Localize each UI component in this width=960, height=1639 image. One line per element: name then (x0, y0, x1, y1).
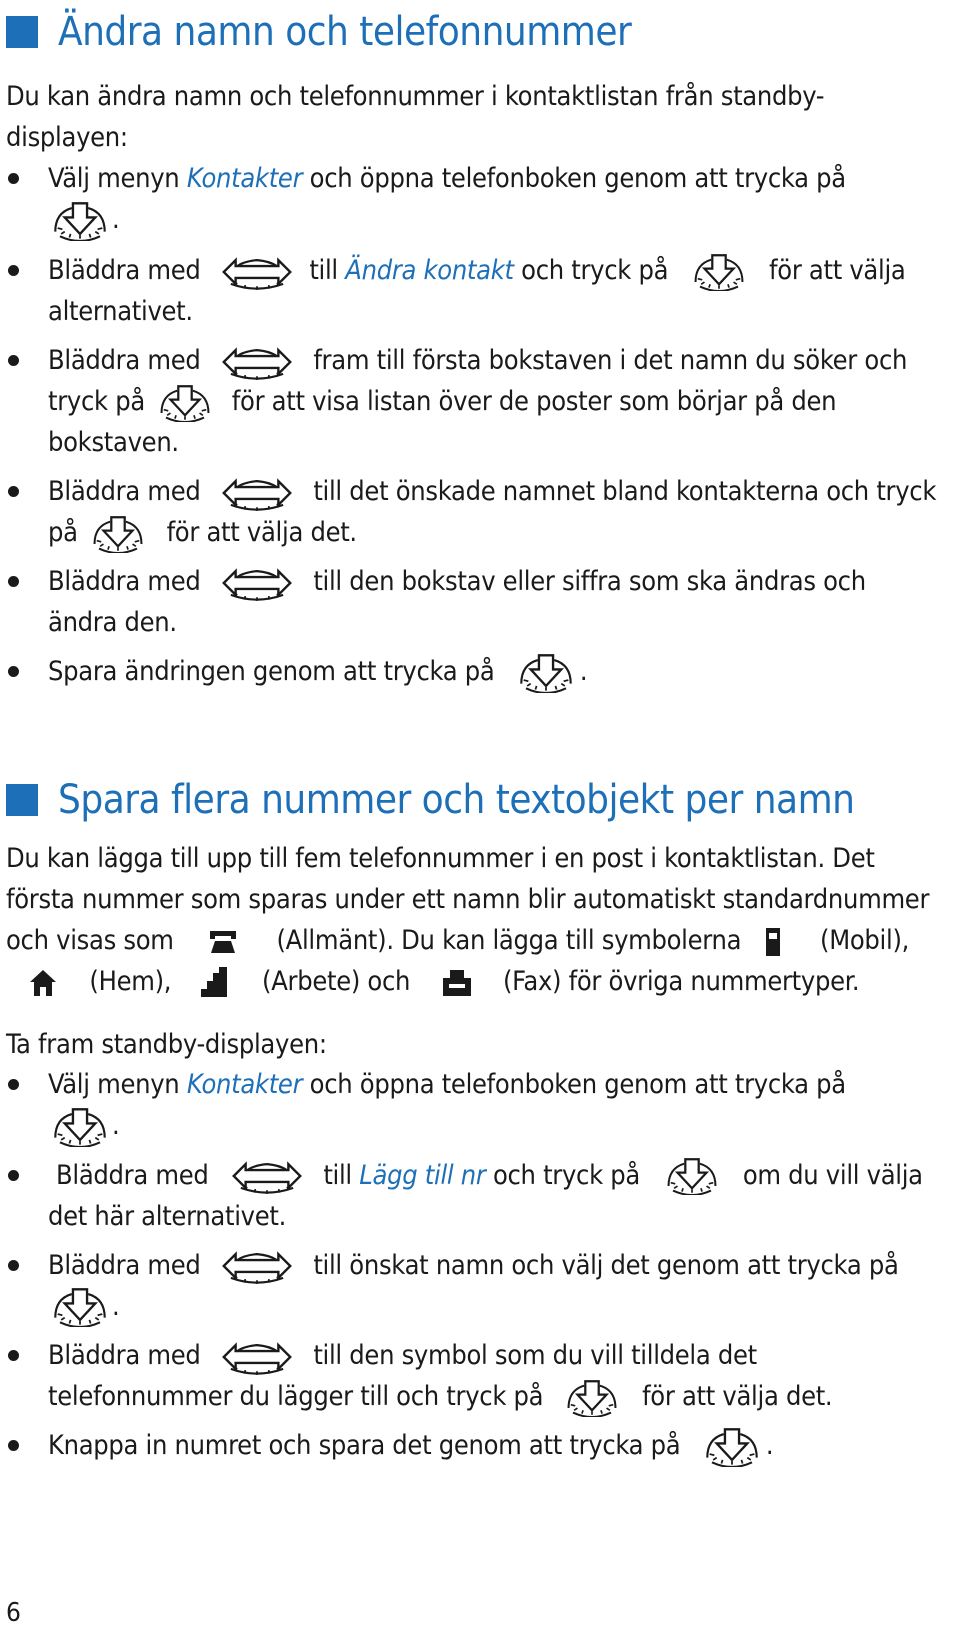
list-item: Bläddra med till önskat namn och välj det genom att trycka på . (6, 1245, 941, 1328)
scroll-key-icon (220, 1338, 294, 1376)
list-item: Välj menyn Kontakter och öppna telefonboken genom att trycka på . (6, 158, 941, 244)
intro-paragraph: Du kan ändra namn och telefonnummer i kontaktlistan från standby-displayen: (6, 81, 825, 153)
list-item: Bläddra med till Lägg till nr och tryck på om du vill välja det här alternativet. (6, 1155, 941, 1237)
general-number-icon (207, 927, 239, 957)
list-item: Bläddra med till det önskade namnet bland kontakterna och tryck på för att välja det. (6, 471, 941, 553)
steps-list-add (6, 1064, 941, 1467)
select-key-icon (48, 1287, 112, 1327)
fax-icon (440, 968, 474, 998)
section-heading-edit: Ändra namn och telefonnummer (6, 8, 631, 56)
scroll-key-icon (220, 564, 294, 602)
mobile-icon (763, 926, 785, 958)
select-key-icon (48, 201, 112, 241)
select-key-icon (663, 1157, 721, 1195)
select-key-icon (700, 1427, 764, 1467)
select-key-icon (690, 253, 748, 291)
select-key-icon (89, 515, 147, 553)
select-key-icon (514, 653, 578, 693)
scroll-key-icon (220, 253, 294, 291)
scroll-key-icon (220, 1247, 294, 1285)
list-item: Bläddra med till den bokstav eller siffra som ska ändras och ändra den. (6, 561, 941, 643)
list-item: Bläddra med till den symbol som du vill tilldela det telefonnummer du lägger till och tryck på för att välja det. (6, 1335, 941, 1417)
numbers-paragraph: Du kan lägga till upp till fem telefonnummer i en post i kontaktlistan. Det första nummer som sparas under ett namn blir automatiskt standardnummer och visas som (Allmänt). Du kan lägga till symbolerna (Mobil), (Hem), (Arbete) och (Fax) för övriga nummertyper. (6, 843, 930, 997)
section-heading-multiple-numbers: Spara flera nummer och textobjekt per namn (6, 776, 854, 824)
scroll-key-icon (230, 1157, 304, 1195)
page-number: 6 (6, 1598, 21, 1628)
heading-square-icon (6, 16, 38, 48)
list-item: Bläddra med fram till första bokstaven i det namn du söker och tryck på för att visa listan över de poster som börjar på den bokstaven. (6, 340, 941, 463)
heading-square-icon (6, 784, 38, 816)
select-key-icon (48, 1107, 112, 1147)
list-item: Välj menyn Kontakter och öppna telefonboken genom att trycka på . (6, 1064, 941, 1147)
steps-list-edit (6, 158, 941, 693)
list-item: Spara ändringen genom att trycka på . (6, 651, 941, 693)
select-key-icon (156, 384, 214, 422)
work-icon (199, 967, 231, 999)
scroll-key-icon (220, 474, 294, 512)
home-icon (28, 968, 58, 998)
list-item: Bläddra med till Ändra kontakt och tryck på för att välja alternativet. (6, 250, 941, 332)
scroll-key-icon (220, 343, 294, 381)
select-key-icon (563, 1379, 621, 1417)
standby-paragraph: Ta fram standby-displayen: (6, 1029, 327, 1060)
list-item: Knappa in numret och spara det genom att trycka på . (6, 1425, 941, 1467)
